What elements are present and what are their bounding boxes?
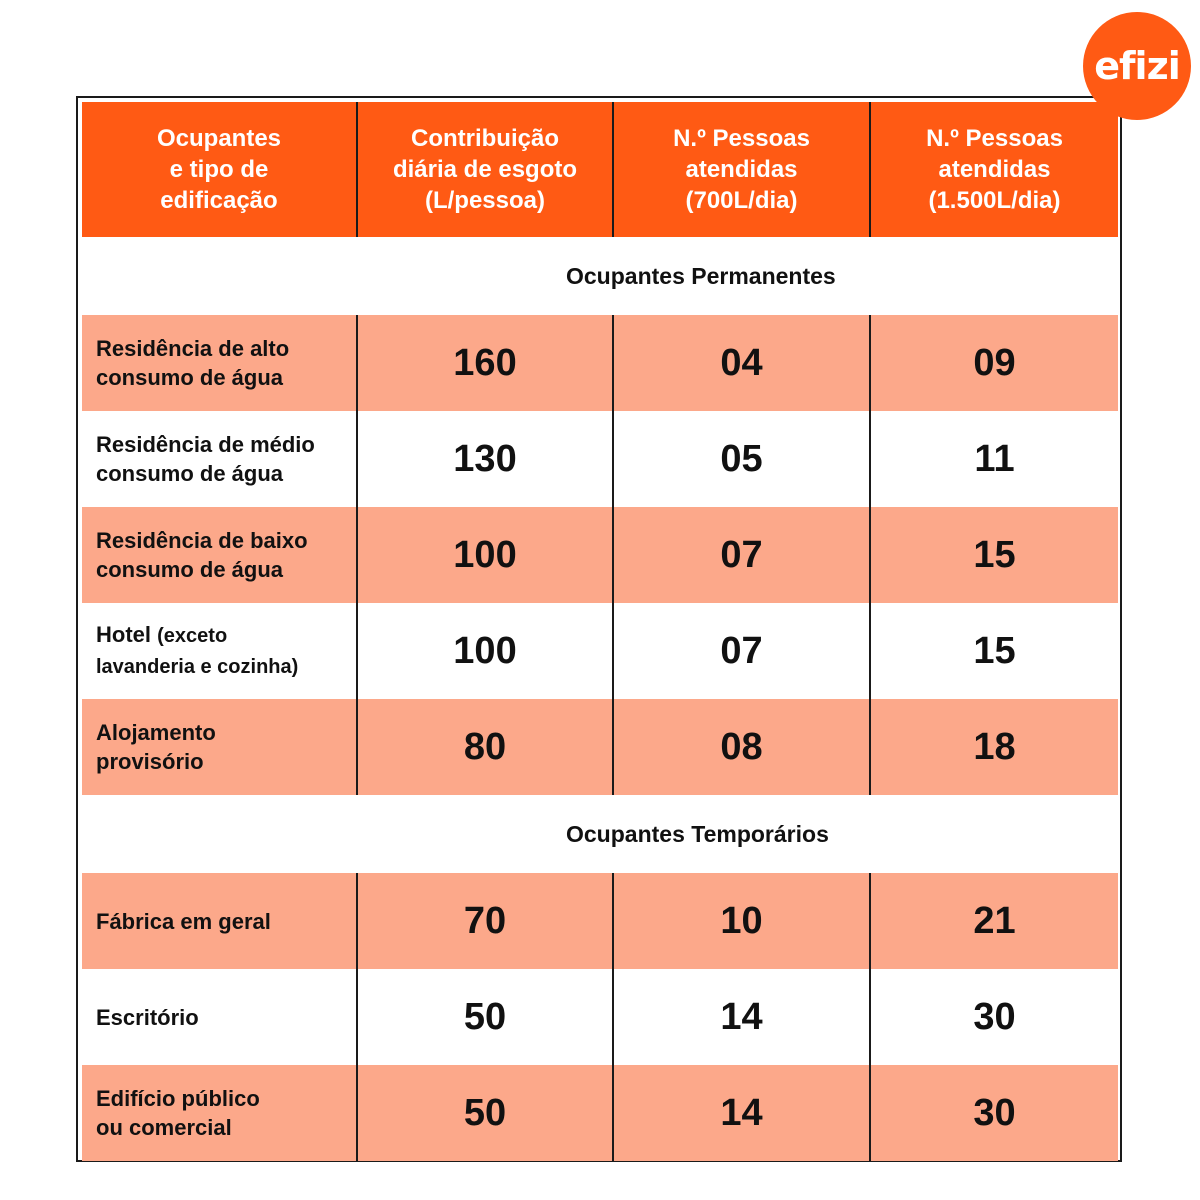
logo-text: efizi (1094, 44, 1180, 88)
row-label: Fábrica em geral (96, 908, 271, 934)
contribution-value: 100 (356, 603, 612, 699)
table-row (82, 603, 1118, 699)
table-row (82, 873, 1118, 969)
people-1500-value: 15 (869, 507, 1118, 603)
row-label: Residência de alto consumo de água (96, 336, 290, 390)
contribution-value: 80 (356, 699, 612, 795)
row-label: Residência de médio consumo de água (96, 432, 315, 486)
people-700-value: 14 (612, 969, 869, 1065)
header-people-700: N.º Pessoas atendidas (700L/dia) (612, 102, 869, 237)
table-row (82, 411, 1118, 507)
table-header (82, 102, 1118, 237)
row-label: Residência de baixo consumo de água (96, 528, 308, 582)
contribution-value: 100 (356, 507, 612, 603)
table-row (82, 1065, 1118, 1161)
people-700-value: 07 (612, 507, 869, 603)
row-label: Alojamento provisório (96, 720, 216, 774)
header-occupants: Ocupantes e tipo de edificação (156, 125, 282, 214)
section-title: Ocupantes Temporários (566, 820, 829, 847)
people-700-value: 10 (612, 873, 869, 969)
people-1500-value: 30 (869, 969, 1118, 1065)
row-label: Edifício público ou comercial (96, 1086, 260, 1140)
people-700-value: 05 (612, 411, 869, 507)
people-700-value: 04 (612, 315, 869, 411)
sewage-contribution-table (82, 102, 1118, 1161)
table-row (82, 507, 1118, 603)
contribution-value: 160 (356, 315, 612, 411)
table-row (82, 315, 1118, 411)
section-heading (82, 795, 1118, 873)
people-1500-value: 21 (869, 873, 1118, 969)
people-1500-value: 30 (869, 1065, 1118, 1161)
contribution-value: 130 (356, 411, 612, 507)
people-1500-value: 15 (869, 603, 1118, 699)
row-label-main: Hotel (96, 622, 151, 647)
section-heading (82, 237, 1118, 315)
people-1500-value: 09 (869, 315, 1118, 411)
contribution-value: 70 (356, 873, 612, 969)
people-700-value: 08 (612, 699, 869, 795)
table-row (82, 969, 1118, 1065)
row-label: Escritório (96, 1004, 199, 1030)
contribution-value: 50 (356, 1065, 612, 1161)
people-1500-value: 18 (869, 699, 1118, 795)
section-title: Ocupantes Permanentes (566, 262, 836, 289)
header-people-1500: N.º Pessoas atendidas (1.500L/dia) (869, 102, 1118, 237)
header-contribution: Contribuição diária de esgoto (L/pessoa) (356, 102, 612, 237)
people-700-value: 14 (612, 1065, 869, 1161)
row-label-note: (exceto lavanderia e cozinha) (96, 625, 299, 678)
people-1500-value: 11 (869, 411, 1118, 507)
people-700-value: 07 (612, 603, 869, 699)
row-label (82, 603, 356, 699)
contribution-value: 50 (356, 969, 612, 1065)
table-row (82, 699, 1118, 795)
